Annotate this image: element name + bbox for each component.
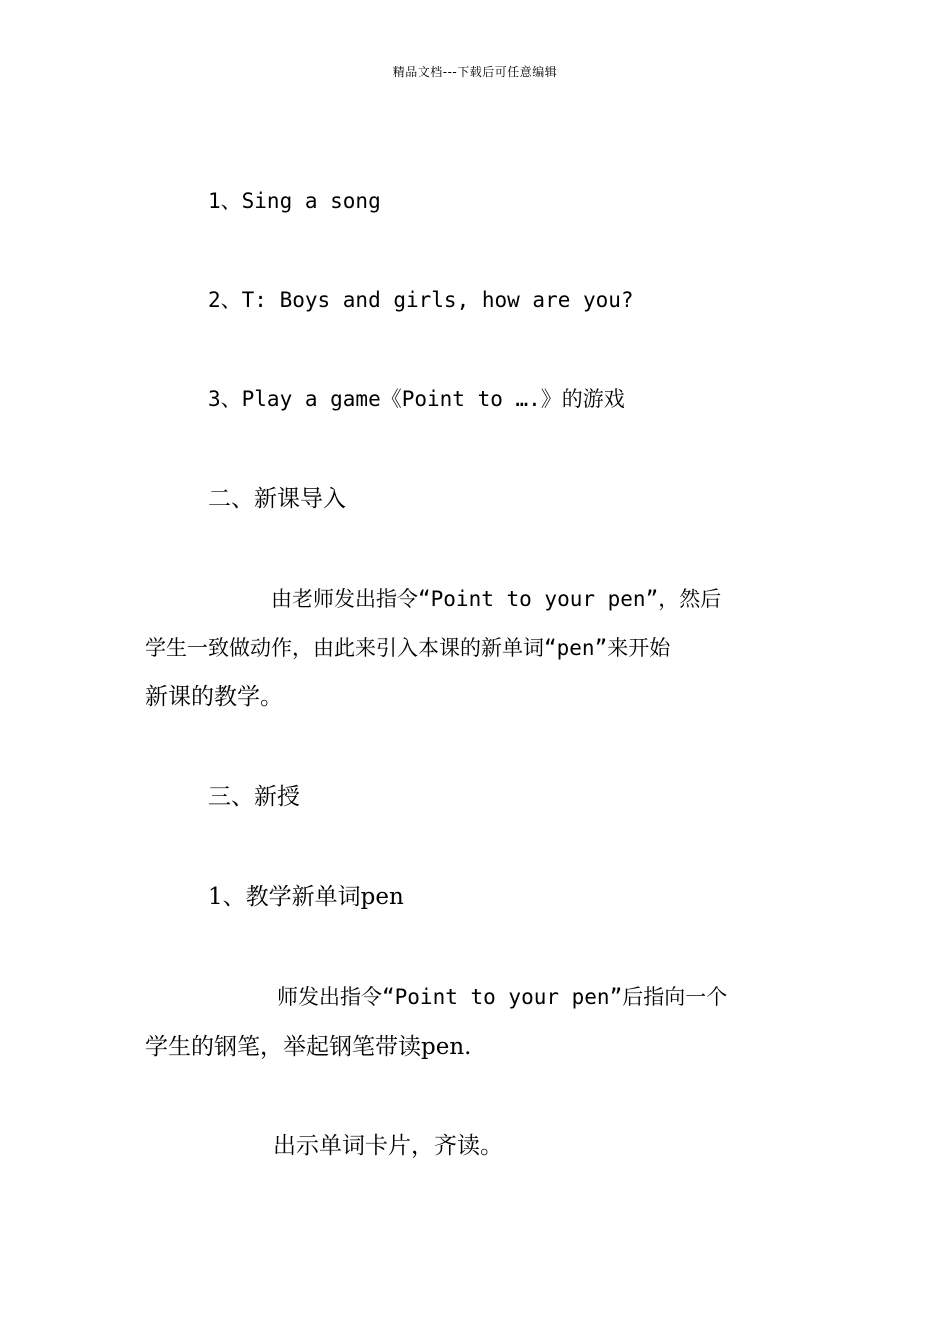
list-item-sing-a-song: 1、Sing a song xyxy=(208,189,381,213)
paragraph-intro-line-2: 学生一致做动作，由此来引入本课的新单词“pen”来开始 xyxy=(145,636,671,660)
paragraph-intro-line-3: 新课的教学。 xyxy=(145,684,283,710)
paragraph-teaching-line-1: 师发出指令“Point to your pen”后指向一个 xyxy=(277,985,728,1009)
list-item-play-game: 3、Play a game《Point to ….》的游戏 xyxy=(208,387,625,411)
section-title-new-teaching: 三、新授 xyxy=(208,784,300,810)
section-title-new-lesson-intro: 二、新课导入 xyxy=(208,486,346,512)
list-item-greeting: 2、T: Boys and girls, how are you? xyxy=(208,288,634,312)
paragraph-teaching-line-2: 学生的钢笔，举起钢笔带读pen. xyxy=(145,1034,472,1060)
paragraph-word-cards: 出示单词卡片，齐读。 xyxy=(273,1133,503,1159)
subsection-title-teach-word-pen: 1、教学新单词pen xyxy=(208,884,404,910)
paragraph-intro-line-1: 由老师发出指令“Point to your pen”，然后 xyxy=(271,587,722,611)
page-header: 精品文档---下载后可任意编辑 xyxy=(392,65,558,79)
